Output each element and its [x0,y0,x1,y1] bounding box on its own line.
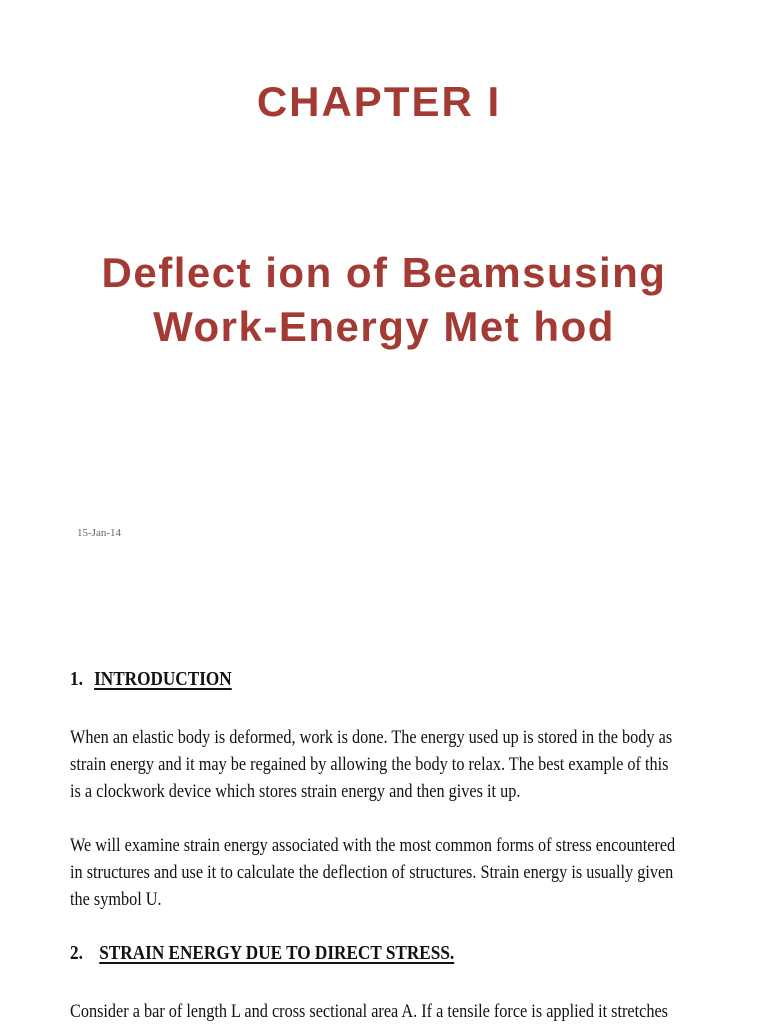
text-line: the symbol U. [70,889,162,910]
text-line: Consider a bar of length L and cross sectional area A. If a tensile force is applied it stretches [70,1001,669,1022]
text-line: is a clockwork device which stores strain energy and then gives it up. [70,781,521,802]
title-line: Work-Energy Met hod [153,303,615,350]
section-heading-strain-energy [70,942,454,965]
section-heading-introduction [70,668,232,691]
section-title: STRAIN ENERGY DUE TO DIRECT STRESS. [99,942,455,964]
text-line: in structures and use it to calculate the deflection of structures. Strain energy is usually given [70,862,674,883]
text-line: When an elastic body is deformed, work is done. The energy used up is stored in the body as [70,727,673,748]
strain-energy-paragraph-1 [70,998,715,1025]
text-line: strain energy and it may be regained by allowing the body to relax. The best example of this [70,754,669,775]
document-date: 15-Jan-14 [77,527,121,539]
section-number: 1. [70,668,83,690]
chapter-label: CHAPTER I [256,78,502,125]
title-line: Deflect ion of Beamsusing [101,249,667,296]
section-number: 2. [70,942,83,964]
text-line: We will examine strain energy associated with the most common forms of stress encountered [70,835,676,856]
section-title: INTRODUCTION [94,668,232,690]
document-title [0,246,768,354]
introduction-paragraph-2 [70,832,715,913]
introduction-paragraph-1 [70,724,715,805]
